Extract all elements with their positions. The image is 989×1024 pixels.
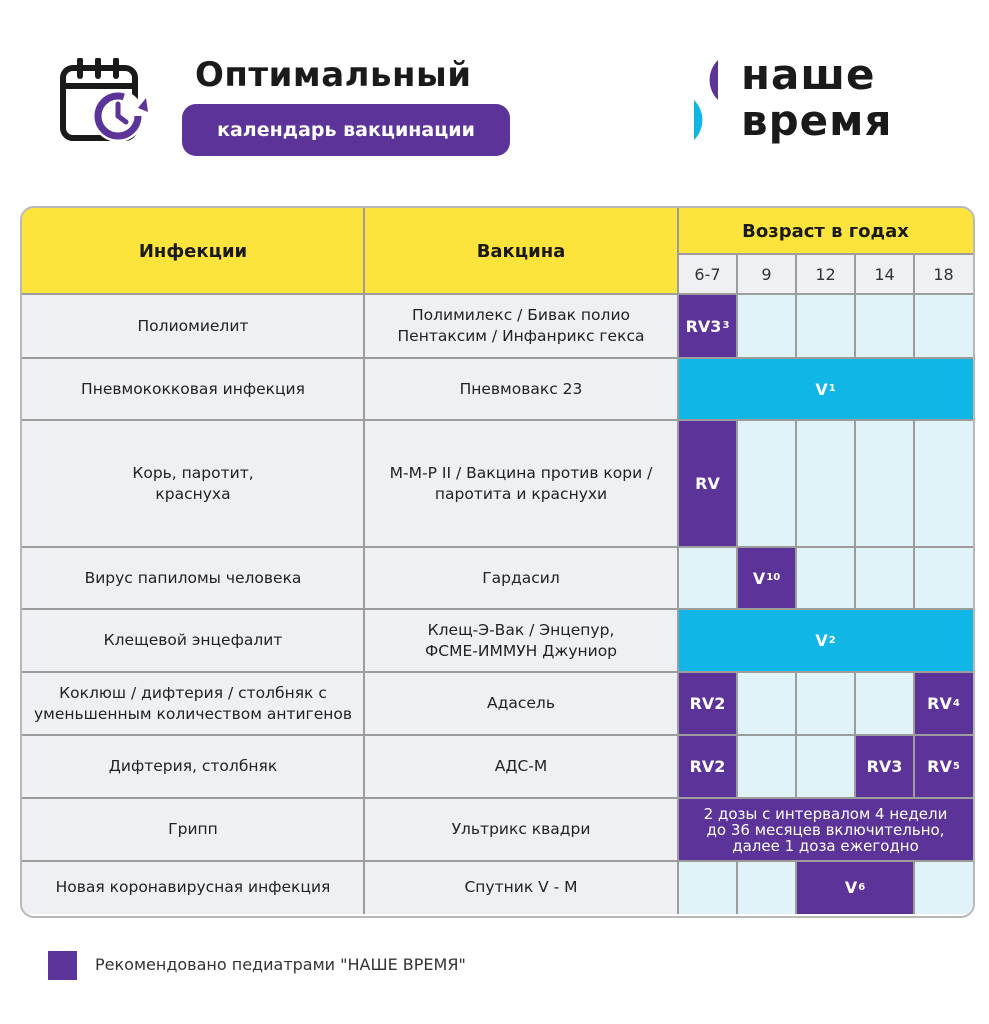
vaccine-cell: Пневмовакс 23 <box>364 358 678 420</box>
dose-mark: RV3 <box>855 735 914 798</box>
grid-line <box>22 671 973 673</box>
grid-line <box>22 608 973 610</box>
dose-mark: V 6 <box>796 861 914 914</box>
dose-mark: RV3 3 <box>678 294 737 358</box>
grid-line <box>22 357 973 359</box>
infection-cell: Вирус папиломы человека <box>22 547 364 609</box>
infection-cell: Грипп <box>22 798 364 861</box>
age-6-7: 6-7 <box>678 254 737 294</box>
grid-line <box>678 253 973 255</box>
calendar-clock-icon <box>58 58 154 150</box>
logo-mark-icon <box>688 58 724 142</box>
dose-mark: RV2 <box>678 735 737 798</box>
logo-text <box>741 52 892 144</box>
grid-line <box>913 420 915 609</box>
grid-line <box>363 208 365 914</box>
grid-line <box>736 254 738 358</box>
infection-cell: Новая коронавирусная инфекция <box>22 861 364 914</box>
age-9: 9 <box>737 254 796 294</box>
vaccine-cell: Гардасил <box>364 547 678 609</box>
vaccination-table <box>20 206 975 918</box>
logo-line-1: наше <box>741 50 876 99</box>
vaccine-cell: Полимилекс / Бивак полио Пентаксим / Инфанрикс гекса <box>364 294 678 358</box>
infection-cell: Клещевой энцефалит <box>22 609 364 672</box>
infection-cell: Коклюш / дифтерия / столбняк с уменьшенным количеством антигенов <box>22 672 364 735</box>
header-vaccine: Вакцина <box>364 208 678 294</box>
subtitle-badge <box>182 104 510 156</box>
header-infections: Инфекции <box>22 208 364 294</box>
empty-cells <box>796 547 973 609</box>
logo-line-2: время <box>741 96 893 145</box>
grid-line <box>736 861 738 914</box>
empty-cells <box>737 672 914 735</box>
grid-line <box>736 420 738 609</box>
grid-line <box>22 546 973 548</box>
grid-line <box>677 208 679 914</box>
empty-cell <box>914 861 973 914</box>
grid-line <box>22 734 973 736</box>
infection-cell: Корь, паротит, краснуха <box>22 420 364 547</box>
dose-mark: V 1 <box>678 358 973 420</box>
vaccine-cell: М-М-Р II / Вакцина против кори / паротита и краснухи <box>364 420 678 547</box>
dose-mark: 2 дозы с интервалом 4 недели до 36 месяцев включительно, далее 1 доза ежегодно <box>678 798 973 861</box>
vaccine-cell: Клещ-Э-Вак / Энцепур, ФСМЕ-ИММУН Джуниор <box>364 609 678 672</box>
header-age: Возраст в годах <box>678 208 973 254</box>
dose-mark: RV 4 <box>914 672 973 735</box>
vaccine-cell: АДС-М <box>364 735 678 798</box>
empty-cell <box>678 547 737 609</box>
subtitle-text: календарь вакцинации <box>217 119 475 141</box>
grid-line <box>913 861 915 914</box>
grid-line <box>854 254 856 358</box>
grid-line <box>22 860 973 862</box>
grid-line <box>854 420 856 609</box>
grid-line <box>22 797 973 799</box>
grid-line <box>22 293 973 295</box>
grid-line <box>795 420 797 609</box>
grid-line <box>795 254 797 358</box>
age-18: 18 <box>914 254 973 294</box>
legend-text: Рекомендовано педиатрами "НАШЕ ВРЕМЯ" <box>95 955 466 974</box>
dose-mark: RV <box>678 420 737 547</box>
dose-mark: RV2 <box>678 672 737 735</box>
infection-cell: Пневмококковая инфекция <box>22 358 364 420</box>
age-12: 12 <box>796 254 855 294</box>
grid-line <box>795 861 797 914</box>
dose-mark: V 2 <box>678 609 973 672</box>
dose-mark: RV 5 <box>914 735 973 798</box>
page-title: Оптимальный <box>195 55 472 95</box>
dose-mark: V 10 <box>737 547 796 609</box>
vaccine-cell: Адасель <box>364 672 678 735</box>
legend-swatch <box>48 951 77 980</box>
infection-cell: Полиомиелит <box>22 294 364 358</box>
grid-line <box>22 419 973 421</box>
vaccine-cell: Спутник V - М <box>364 861 678 914</box>
vaccine-cell: Ультрикс квадри <box>364 798 678 861</box>
infection-cell: Дифтерия, столбняк <box>22 735 364 798</box>
age-14: 14 <box>855 254 914 294</box>
grid-line <box>913 254 915 358</box>
